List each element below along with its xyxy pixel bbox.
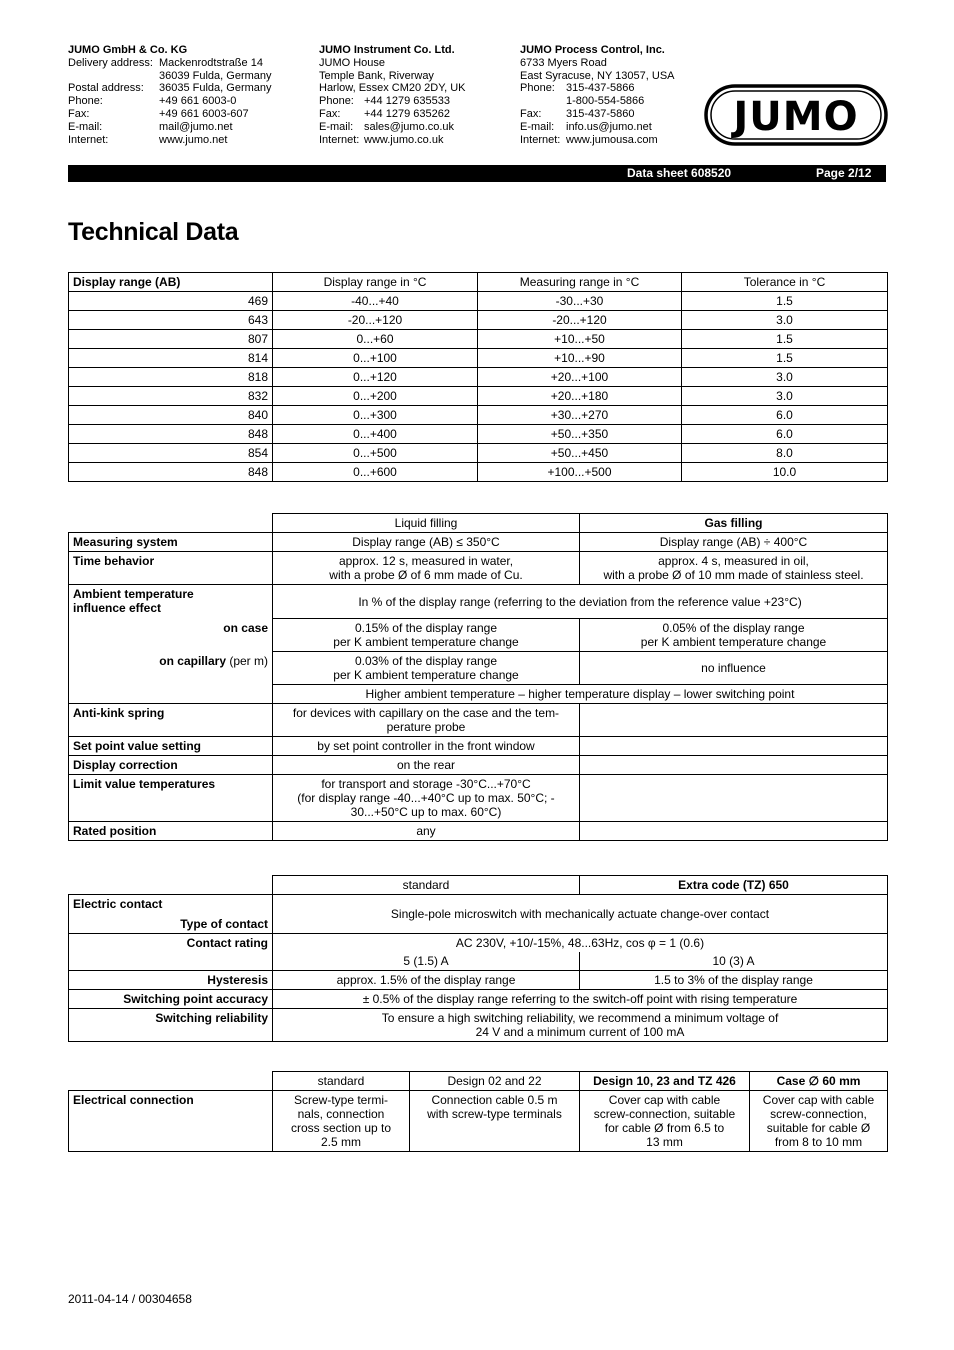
table-cell: 840 (69, 406, 273, 425)
table-cell: 854 (69, 444, 273, 463)
table-cell: -40...+40 (273, 292, 478, 311)
row-label: Time behavior (69, 552, 273, 585)
table-cell: no influence (580, 652, 888, 685)
display-range-table (68, 272, 888, 482)
address-value: Temple Bank, Riverway (319, 69, 434, 82)
column-header: Measuring range in °C (478, 273, 682, 292)
cell-line: per K ambient temperature change (333, 668, 519, 682)
table-cell: 0...+400 (273, 425, 478, 444)
cell-line: Connection cable 0.5 m (431, 1093, 558, 1107)
table-row (69, 990, 888, 1009)
empty-cell (580, 704, 888, 737)
address-value: +49 661 6003-0 (159, 95, 237, 108)
table-cell: 3.0 (682, 368, 888, 387)
table-cell (273, 552, 580, 585)
cell-line: 0.05% of the display range (662, 621, 805, 635)
table-row (69, 368, 888, 387)
address-label: E-mail: (68, 120, 103, 133)
address-label: Phone: (68, 95, 103, 108)
table-cell: approx. 1.5% of the display range (273, 971, 580, 990)
row-label: Electrical connection (69, 1091, 273, 1152)
column-header: Tolerance in °C (682, 273, 888, 292)
contact-table (68, 875, 888, 1042)
table-cell: any (273, 822, 580, 841)
address-label (520, 95, 566, 108)
address-block-usa (520, 44, 675, 146)
address-label: Internet: (319, 133, 360, 146)
table-cell (750, 1091, 888, 1152)
row-label (69, 585, 273, 619)
table-cell: ± 0.5% of the display range referring to the switch-off point with rising temperature (273, 990, 888, 1009)
table-row (69, 444, 888, 463)
company-name: JUMO Process Control, Inc. (520, 44, 665, 56)
table-cell: Higher ambient temperature – higher temperature display – lower switching point (273, 685, 888, 704)
address-value: JUMO House (319, 56, 386, 69)
column-header: Liquid filling (273, 514, 580, 533)
table-cell: 1.5 to 3% of the display range (580, 971, 888, 990)
table-row (69, 685, 888, 704)
table-row (69, 1009, 888, 1042)
empty-cell (69, 514, 273, 533)
empty-cell (580, 756, 888, 775)
table-cell: 832 (69, 387, 273, 406)
table-cell: 643 (69, 311, 273, 330)
empty-cell (580, 775, 888, 822)
table-cell (580, 552, 888, 585)
column-header: Design 02 and 22 (410, 1072, 580, 1091)
table-cell: 0...+60 (273, 330, 478, 349)
address-value: Harlow, Essex CM20 2DY, UK (319, 82, 466, 95)
table-cell: 0...+200 (273, 387, 478, 406)
cell-line: 30...+50°C up to max. 60°C) (350, 805, 502, 819)
cell-line: with screw-type terminals (427, 1107, 562, 1121)
table-row (69, 406, 888, 425)
table-row (69, 822, 888, 841)
empty-cell (69, 1072, 273, 1091)
table-row (69, 330, 888, 349)
cell-line: per K ambient temperature change (333, 635, 519, 649)
table-row (69, 349, 888, 368)
cell-line: 0.03% of the display range (354, 654, 498, 668)
table-cell (580, 1091, 750, 1152)
capillary-label: on capillary (159, 653, 226, 668)
case-label: on case (223, 620, 268, 635)
table-row (69, 463, 888, 482)
cell-line: 13 mm (646, 1135, 683, 1149)
row-label: Limit value temperatures (69, 775, 273, 822)
address-label: Internet: (520, 133, 561, 146)
table-cell: 1.5 (682, 349, 888, 368)
address-block-germany (68, 44, 272, 146)
cell-line: Cover cap with cable (762, 1093, 875, 1107)
table-cell: +30...+270 (478, 406, 682, 425)
table-row (69, 934, 888, 953)
column-header: Display range (AB) (69, 273, 273, 292)
table-cell (410, 1091, 580, 1152)
table-cell: +50...+450 (478, 444, 682, 463)
column-header: Case ∅ 60 mm (750, 1072, 888, 1091)
empty-cell (69, 876, 273, 895)
logo-text: JUMO (733, 94, 859, 140)
cell-line: 24 V and a minimum current of 100 mA (475, 1025, 685, 1039)
table-cell: 10.0 (682, 463, 888, 482)
address-lines (319, 95, 454, 146)
address-value: +44 1279 635262 (364, 107, 450, 120)
table-cell: 814 (69, 349, 273, 368)
filling-table (68, 513, 888, 841)
address-value: www.jumo.net (159, 133, 228, 146)
row-label: Rated position (69, 822, 273, 841)
table-row (69, 704, 888, 737)
column-header: standard (273, 876, 580, 895)
table-row (69, 895, 888, 934)
cell-line: from 8 to 10 mm (774, 1135, 863, 1149)
address-value: mail@jumo.net (159, 120, 233, 133)
cell-line: for devices with capillary on the case and the tem- (292, 706, 560, 720)
address-lines (319, 57, 385, 70)
table-cell: 3.0 (682, 311, 888, 330)
table-cell: Display range (AB) ≤ 350°C (273, 533, 580, 552)
row-label: Contact rating (69, 934, 273, 953)
address-value: +44 1279 635533 (364, 95, 450, 108)
table-cell: Single-pole microswitch with mechanically actuate change-over contact (273, 895, 888, 934)
row-label: Set point value setting (69, 737, 273, 756)
row-label (69, 895, 273, 934)
cell-line: Type of contact (180, 917, 268, 931)
row-label: Switching point accuracy (69, 990, 273, 1009)
table-cell (580, 619, 888, 652)
address-value: 1-800-554-5866 (566, 95, 645, 108)
address-value: 315-437-5860 (566, 107, 635, 120)
table-header-row (69, 514, 888, 533)
cell-line: for transport and storage -30°C...+70°C (321, 777, 531, 791)
cell-line: with a probe Ø of 6 mm made of Cu. (329, 568, 523, 582)
company-name: JUMO Instrument Co. Ltd. (319, 44, 455, 56)
table-cell: +10...+90 (478, 349, 682, 368)
table-row (69, 775, 888, 822)
address-label: Delivery address: (68, 56, 153, 69)
address-value: +49 661 6003-607 (159, 107, 249, 120)
table-row (69, 619, 888, 652)
table-cell: +100...+500 (478, 463, 682, 482)
address-value: www.jumousa.com (566, 133, 658, 146)
row-label: Measuring system (69, 533, 273, 552)
table-cell: by set point controller in the front window (273, 737, 580, 756)
cell-line: cross section up to (290, 1121, 392, 1135)
row-label: Anti-kink spring (69, 704, 273, 737)
column-header: Gas filling (580, 514, 888, 533)
table-cell: 818 (69, 368, 273, 387)
table-row (69, 533, 888, 552)
address-lines (520, 82, 658, 146)
cell-line: To ensure a high switching reliability, we recommend a minimum voltage of (381, 1011, 779, 1025)
column-header: standard (273, 1072, 410, 1091)
table-cell: 0...+300 (273, 406, 478, 425)
table-row (69, 652, 888, 685)
column-header: Extra code (TZ) 650 (580, 876, 888, 895)
table-row (69, 737, 888, 756)
footer-date-code: 2011-04-14 / 00304658 (68, 1292, 192, 1306)
table-cell (273, 934, 888, 953)
address-lines (68, 57, 272, 147)
address-label: Fax: (68, 107, 90, 120)
cell-line: screw-connection, suitable (593, 1107, 736, 1121)
table-row (69, 756, 888, 775)
address-label: E-mail: (319, 120, 354, 133)
address-value: info.us@jumo.net (566, 120, 652, 133)
table-cell: 848 (69, 463, 273, 482)
table-cell (273, 704, 580, 737)
jumo-logo (704, 84, 888, 146)
table-cell: 469 (69, 292, 273, 311)
address-value: East Syracuse, NY 13057, USA (520, 69, 675, 82)
table-cell: -30...+30 (478, 292, 682, 311)
table-cell: 10 (3) A (580, 952, 888, 971)
cell-line: Screw-type termi- (293, 1093, 388, 1107)
table-cell: 5 (1.5) A (273, 952, 580, 971)
address-label: Fax: (520, 107, 542, 120)
datasheet-number: Data sheet 608520 (627, 166, 732, 180)
page-title: Technical Data (68, 218, 239, 246)
empty-cell (69, 685, 273, 704)
table-cell: 6.0 (682, 425, 888, 444)
cell-line: perature probe (386, 720, 466, 734)
table-row (69, 552, 888, 585)
address-label: Phone: (319, 95, 354, 108)
page-number: Page 2/12 (816, 166, 872, 180)
address-label: Phone: (520, 82, 555, 95)
table-cell (273, 652, 580, 685)
empty-cell (69, 952, 273, 971)
table-cell: 807 (69, 330, 273, 349)
table-cell: 3.0 (682, 387, 888, 406)
address-value: www.jumo.co.uk (364, 133, 444, 146)
table-row (69, 311, 888, 330)
table-row (69, 387, 888, 406)
table-cell: 0...+100 (273, 349, 478, 368)
address-label: Fax: (319, 107, 341, 120)
cell-line: Cover cap with cable (608, 1093, 721, 1107)
address-block-uk (319, 44, 466, 146)
address-value: Mackenrodtstraße 14 (159, 56, 263, 69)
table-cell: +50...+350 (478, 425, 682, 444)
row-label: Switching reliability (69, 1009, 273, 1042)
cell-line: approx. 12 s, measured in water, (338, 554, 514, 568)
table-cell: -20...+120 (273, 311, 478, 330)
table-cell: 1.5 (682, 330, 888, 349)
table-cell: 0...+120 (273, 368, 478, 387)
table-cell: 848 (69, 425, 273, 444)
address-label (68, 70, 159, 83)
table-row (69, 1091, 888, 1152)
table-row (69, 952, 888, 971)
table-cell: 0...+500 (273, 444, 478, 463)
table-row (69, 971, 888, 990)
table-cell (273, 619, 580, 652)
address-label: Internet: (68, 133, 109, 146)
cell-line: Ambient temperature (73, 587, 194, 601)
address-value: 6733 Myers Road (520, 56, 607, 69)
cell-line: 2.5 mm (320, 1135, 361, 1149)
table-cell: 0...+600 (273, 463, 478, 482)
cell-line: with a probe Ø of 10 mm made of stainless steel. (603, 568, 864, 582)
table-cell: on the rear (273, 756, 580, 775)
table-cell (273, 1009, 888, 1042)
cell-line: for cable Ø from 6.5 to (604, 1121, 725, 1135)
empty-cell (580, 737, 888, 756)
column-header: Display range in °C (273, 273, 478, 292)
capillary-unit: (per m) (226, 653, 268, 668)
address-value: 36039 Fulda, Germany (159, 69, 272, 82)
table-cell: 8.0 (682, 444, 888, 463)
table-cell (273, 1091, 410, 1152)
table-header-row (69, 876, 888, 895)
cell-line: (for display range -40...+40°C up to max. 50°C; - (297, 791, 555, 805)
table-cell: 1.5 (682, 292, 888, 311)
cell-line: approx. 4 s, measured in oil, (658, 554, 809, 568)
address-label: E-mail: (520, 120, 555, 133)
cell-line: nals, connection (297, 1107, 385, 1121)
table-cell: +20...+100 (478, 368, 682, 387)
cell-line: screw-connection, (770, 1107, 867, 1121)
table-header-row (69, 1072, 888, 1091)
connection-table (68, 1071, 888, 1152)
table-cell: +10...+50 (478, 330, 682, 349)
column-header: Design 10, 23 and TZ 426 (580, 1072, 750, 1091)
cell-line: Electric contact (73, 897, 163, 911)
cell-line: 0.15% of the display range (354, 621, 498, 635)
row-label (69, 619, 273, 652)
table-cell: Display range (AB) ÷ 400°C (580, 533, 888, 552)
address-value: sales@jumo.co.uk (364, 120, 455, 133)
header-bar (68, 165, 886, 182)
table-cell (273, 775, 580, 822)
table-row (69, 292, 888, 311)
company-name: JUMO GmbH & Co. KG (68, 44, 188, 56)
table-row (69, 425, 888, 444)
address-value: 315-437-5866 (566, 82, 635, 95)
cell-line: per K ambient temperature change (640, 635, 827, 649)
cell-line: suitable for cable Ø (766, 1121, 871, 1135)
empty-cell (580, 822, 888, 841)
table-cell: +20...+180 (478, 387, 682, 406)
rating-value: AC 230V, +10/-15%, 48...63Hz, cos φ = 1 (0.6) (455, 936, 705, 950)
table-row (69, 585, 888, 619)
row-label: Hysteresis (69, 971, 273, 990)
address-value: 36035 Fulda, Germany (159, 82, 272, 95)
table-header-row (69, 273, 888, 292)
row-label (69, 652, 273, 685)
cell-line: influence effect (73, 601, 162, 615)
table-cell: 6.0 (682, 406, 888, 425)
table-cell: -20...+120 (478, 311, 682, 330)
table-cell: In % of the display range (referring to the deviation from the reference value +23°C) (273, 585, 888, 619)
row-label: Display correction (69, 756, 273, 775)
address-label: Postal address: (68, 82, 144, 95)
